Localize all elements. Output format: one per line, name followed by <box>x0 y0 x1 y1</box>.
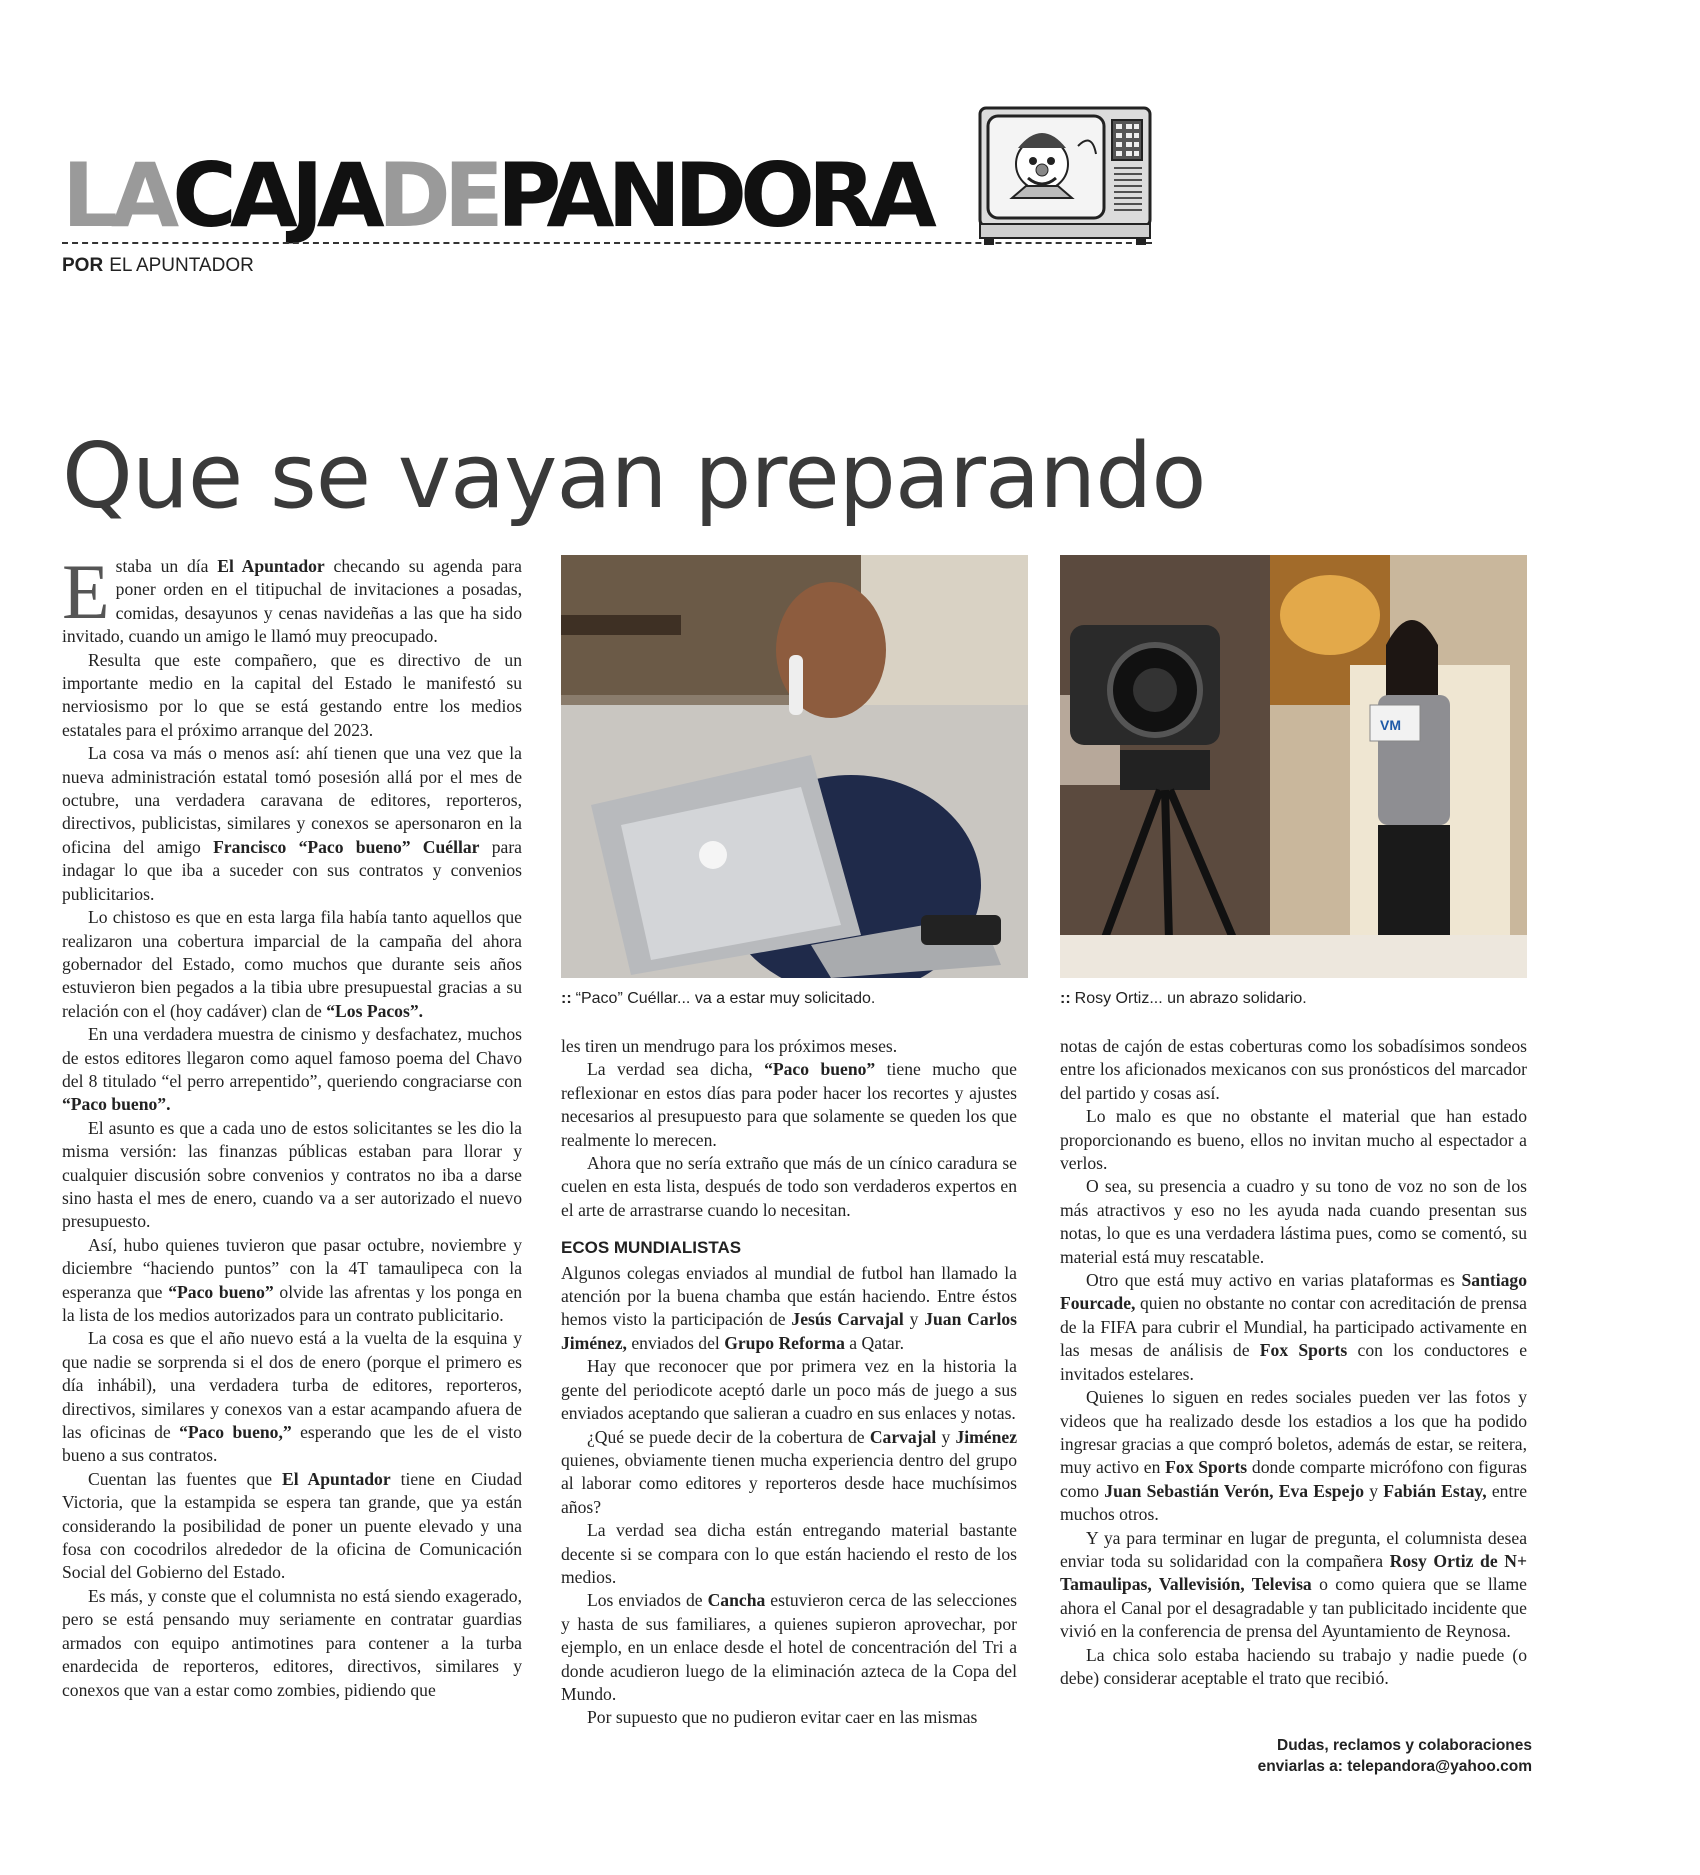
drop-cap: E <box>62 548 110 635</box>
paragraph: La verdad sea dicha están entregando material bastante decente si se compara con lo que están haciendo el resto de los medios. <box>561 1520 1017 1587</box>
paragraph: Hay que reconocer que por primera vez en la historia la gente del periodicote aceptó darle un poco más de juego a sus enviados aceptando que salieran a cuadro en sus enlaces y notas. <box>561 1356 1017 1424</box>
footer-email: enviarlas a: telepandora@yahoo.com <box>1257 1758 1532 1775</box>
paragraph: Algunos colegas enviados al mundial de futbol han llamado la atención por la buena chamba que están haciendo. Entre éstos hemos visto la participación de Jesús Carvajal y Juan Carlos Jiménez, enviados del Grupo Reforma a Qatar. <box>561 1262 1018 1353</box>
paragraph: Es más, y conste que el columnista no está siendo exagerado, pero se está pensando muy seriamente en contratar guardias armados con equipo antimotines para contener a la turba enardecida de reporteros, editores, directivos, similares y conexos que van a estar como zombies, pidiendo que <box>62 1585 522 1700</box>
article-column-3 <box>1060 1035 1527 1690</box>
footer-line-1: Dudas, reclamos y colaboraciones <box>1277 1737 1532 1754</box>
contact-footer <box>1258 1735 1532 1777</box>
photo-rosy-ortiz <box>1060 555 1527 978</box>
article-headline: Que se vayan preparando <box>62 424 1206 529</box>
paragraph: Otro que está muy activo en varias plataformas es Santiago Fourcade, quien no obstante no contar con acreditación de prensa de la FIFA para cubrir el Mundial, ha participado activamente en las mesas de análisis de Fox Sports con los conductores e invitados estelares. <box>1060 1270 1528 1384</box>
vm-logo: VM <box>1380 717 1401 733</box>
paragraph: En una verdadera muestra de cinismo y desfachatez, muchos de estos editores llegaron como aquel famoso poema del Chavo del 8 titulado “el perro arrepentido”, queriendo congraciarse con “Paco bueno”. <box>62 1024 522 1115</box>
paragraph: Resulta que este compañero, que es directivo de un importante medio en la capital del Estado le manifestó su nerviosismo por lo que se está gestando entre los medios estatales para el próximo arranque del 2023. <box>62 649 522 740</box>
article-column-2 <box>561 1035 1017 1730</box>
paragraph: Lo chistoso es que en esta larga fila había tanto aquellos que realizaron una cobertura imparcial de la campaña del ahora gobernador del Estado, como muchos que durante seis años estuvieron bien pegados a la tibia ubre presupuestal gracias a su relación con el (hoy cadáver) clan de “Los Pacos”. <box>62 907 522 1021</box>
paragraph: Y ya para terminar en lugar de pregunta, el columnista desea enviar toda su solidaridad con la compañera Rosy Ortiz de N+ Tamaulipas, Vallevisión, Televisa o como quiera que se llame ahora el Canal por el desagradable y tan publicitado incidente que vivió en la conferencia de prensa del Ayuntamiento de Reynosa. <box>1060 1527 1527 1642</box>
paragraph: Por supuesto que no pudieron evitar caer en las mismas <box>587 1707 978 1728</box>
photo-2-caption: :: Rosy Ortiz... un abrazo solidario. <box>1060 990 1307 1007</box>
paragraph: La verdad sea dicha, “Paco bueno” tiene mucho que reflexionar en estos días para poder hacer los recortes y ajustes necesarios al presupuesto para que solamente se queden los que realmente lo merecen. <box>561 1059 1017 1150</box>
paragraph: Lo malo es que no obstante el material que han estado proporcionando es bueno, ellos no invitan mucho al espectador a verlos. <box>1060 1106 1527 1174</box>
byline: POR EL APUNTADOR <box>62 255 254 276</box>
photo-paco-cuellar <box>561 555 1028 978</box>
paragraph: les tiren un mendrugo para los próximos meses. <box>561 1036 898 1056</box>
paragraph: La cosa va más o menos así: ahí tienen que una vez que la nueva administración estatal tomó posesión allá por el mes de octubre, una verdadera caravana de editores, reporteros, directivos, publicistas, similares y conexos se apersonaron en la oficina del amigo Francisco “Paco bueno” Cuéllar para indagar lo que iba a suceder con sus contratos y convenios publicitarios. <box>62 743 522 904</box>
photo-1-caption: :: “Paco” Cuéllar... va a estar muy solicitado. <box>561 990 876 1007</box>
paragraph: La cosa es que el año nuevo está a la vuelta de la esquina y que nadie se sorprenda si el dos de enero (porque el primero es día inhábil), una verdadera turba de editores, reporteros, directivos, similares y conexos van a estar acampando afuera de las oficinas de “Paco bueno,” esperando que les de el visto bueno a sus contratos. <box>62 1328 522 1466</box>
paragraph: Estaba un día El Apuntador checando su agenda para poner orden en el titipuchal de invitaciones a posadas, comidas, desayunos y cenas navideñas a las que ha sido invitado, cuando un amigo le llamó muy preocupado. <box>62 548 522 647</box>
paragraph: La chica solo estaba haciendo su trabajo y nadie puede (o debe) considerar aceptable el trato que recibió. <box>1060 1644 1527 1688</box>
paragraph: O sea, su presencia a cuadro y su tono de voz no son de los más atractivos y eso no les ayuda nada cuando presentan sus notas, lo que es una verdadera lástima pues, como se comentó, su material está muy rescatable. <box>1060 1176 1527 1267</box>
paragraph: ¿Qué se puede decir de la cobertura de Carvajal y Jiménez quienes, obviamente tienen mucha experiencia dentro del grupo al laborar como editores y reporteros desde hace muchísimos años? <box>561 1426 1018 1517</box>
paragraph: Así, hubo quienes tuvieron que pasar octubre, noviembre y diciembre “haciendo puntos” con la 4T tamaulipeca con la esperanza que “Paco bueno” olvide las afrentas y los ponga en la lista de los medios autorizados para un contrato publicitario. <box>62 1234 522 1325</box>
column-logo: LACAJADEPANDORA <box>62 144 930 247</box>
clown-tv-illustration <box>978 106 1152 246</box>
paragraph: El asunto es que a cada uno de estos solicitantes se les dio la misma versión: las finanzas públicas estaban para llorar y cualquier discusión sobre convenios y contratos no iba a darse sino hasta el mes de enero, cuando va a ser autorizado el nuevo presupuesto. <box>62 1117 522 1232</box>
paragraph: Cuentan las fuentes que El Apuntador tiene en Ciudad Victoria, que la estampida se espera tan grande, que ya están considerando la posibilidad de poner un puente elevado y una fosa con cocodrilos alrededor de la oficina de Comunicación Social del Gobierno del Estado. <box>62 1468 522 1583</box>
paragraph: Quienes lo siguen en redes sociales pueden ver las fotos y videos que ha realizado desde los estadios a los que ha podido ingresar gracias a que compró boletos, además de estar, se reitera, muy activo en Fox Sports donde comparte micrófono con figuras como Juan Sebastián Verón, Eva Espejo y Fabián Estay, entre muchos otros. <box>1060 1387 1527 1525</box>
paragraph: Los enviados de Cancha estuvieron cerca de las selecciones y hasta de sus familiares, a quienes supieron aprovechar, por ejemplo, en un enlace desde el hotel de concentración del Tri a donde acudieron luego de la eliminación azteca de la Copa del Mundo. <box>561 1590 1017 1704</box>
paragraph: Ahora que no sería extraño que más de un cínico caradura se cuelen en esta lista, después de todo son verdaderos expertos en el arte de arrastrarse cuando lo necesitan. <box>561 1153 1017 1220</box>
section-subhead: ECOS MUNDIALISTAS <box>561 1238 742 1258</box>
paragraph: notas de cajón de estas coberturas como los sobadísimos sondeos entre los aficionados mexicanos con sus pronósticos del marcador del partido y cosas así. <box>1060 1036 1527 1103</box>
article-column-1 <box>62 548 522 1702</box>
